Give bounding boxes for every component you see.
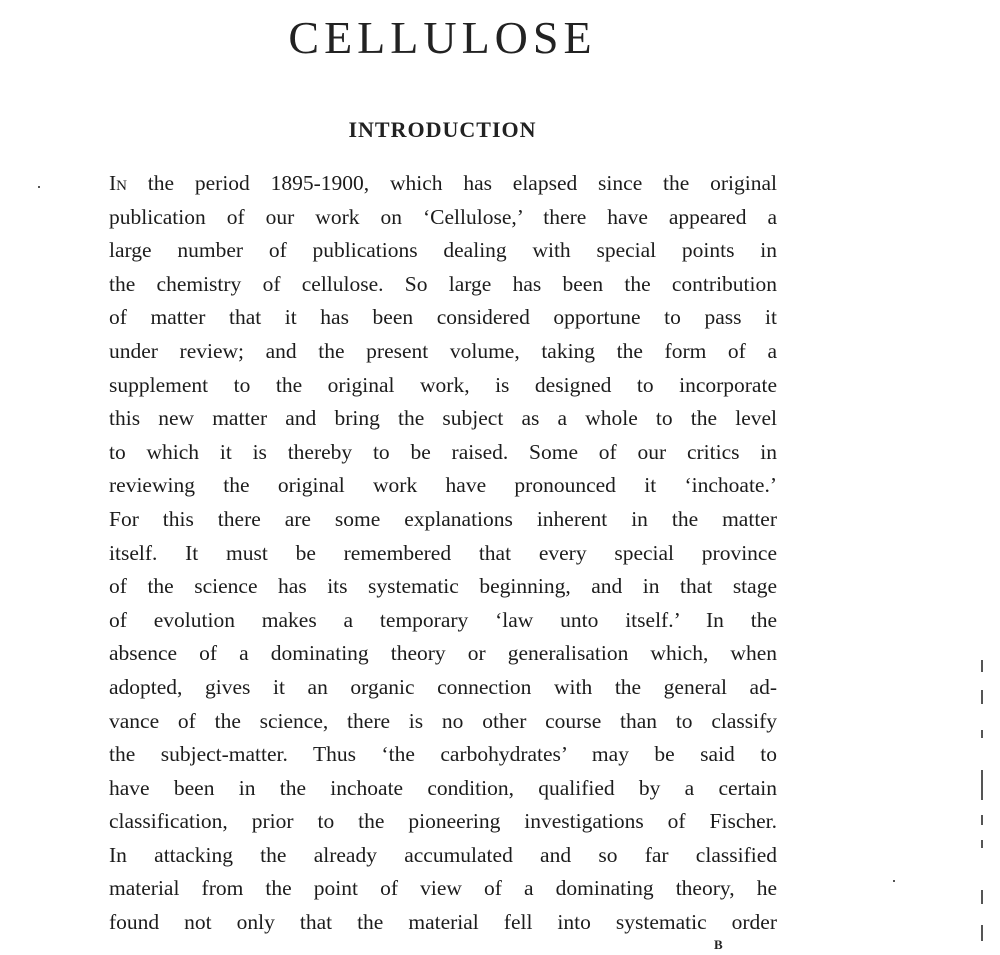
- signature-mark: B: [714, 937, 723, 952]
- scan-edge-mark: [981, 925, 983, 941]
- text-line: itself. It must be remembered that every special province: [109, 540, 777, 565]
- scan-edge-mark: [981, 730, 983, 738]
- body-paragraph: [109, 167, 777, 940]
- text-line: absence of a dominating theory or generalisation which, when: [109, 641, 777, 666]
- scan-edge-mark: [981, 890, 983, 904]
- text-line: In attacking the already accumulated and so far classified: [109, 842, 777, 867]
- text-line: to which it is thereby to be raised. Some of our critics in: [109, 439, 777, 464]
- page-title: CELLULOSE: [288, 12, 597, 63]
- text-line: reviewing the original work have pronounced it ‘inchoate.’: [109, 473, 777, 498]
- scan-edge-mark: [981, 770, 983, 800]
- scan-edge-mark: [981, 815, 983, 825]
- text-line: classification, prior to the pioneering investigations of Fischer.: [109, 809, 777, 834]
- scan-edge-mark: [981, 690, 983, 704]
- text-line: the chemistry of cellulose. So large has been the contribution: [109, 271, 777, 296]
- text-line: of matter that it has been considered opportune to pass it: [109, 305, 777, 330]
- text-line: vance of the science, there is no other course than to classify: [109, 708, 777, 733]
- text-line: For this there are some explanations inherent in the matter: [109, 506, 777, 531]
- scan-edge-mark: [981, 660, 983, 672]
- text-line: the subject-matter. Thus ‘the carbohydrates’ may be said to: [109, 742, 777, 767]
- text-line: have been in the inchoate condition, qualified by a certain: [109, 775, 777, 800]
- text-line: publication of our work on ‘Cellulose,’ there have appeared a: [109, 204, 777, 229]
- scan-speck: [38, 186, 40, 188]
- text-line: of the science has its systematic beginning, and in that stage: [109, 574, 777, 599]
- text-line: large number of publications dealing with special points in: [109, 238, 777, 263]
- text-line: supplement to the original work, is designed to incorporate: [109, 372, 777, 397]
- text-line: material from the point of view of a dominating theory, he: [109, 876, 777, 901]
- scan-edge-mark: [981, 840, 983, 848]
- text-line: this new matter and bring the subject as a whole to the level: [109, 406, 777, 431]
- text-line: adopted, gives it an organic connection with the general ad-: [109, 674, 777, 699]
- drop-word: In: [109, 171, 127, 195]
- text-line: under review; and the present volume, taking the form of a: [109, 338, 777, 363]
- text-line: In the period 1895-1900, which has elapsed since the original: [109, 171, 777, 195]
- text-line: found not only that the material fell into systematic order: [109, 910, 777, 935]
- section-heading: INTRODUCTION: [348, 117, 537, 142]
- text-line: of evolution makes a temporary ‘law unto itself.’ In the: [109, 607, 777, 632]
- scan-speck: [893, 880, 895, 882]
